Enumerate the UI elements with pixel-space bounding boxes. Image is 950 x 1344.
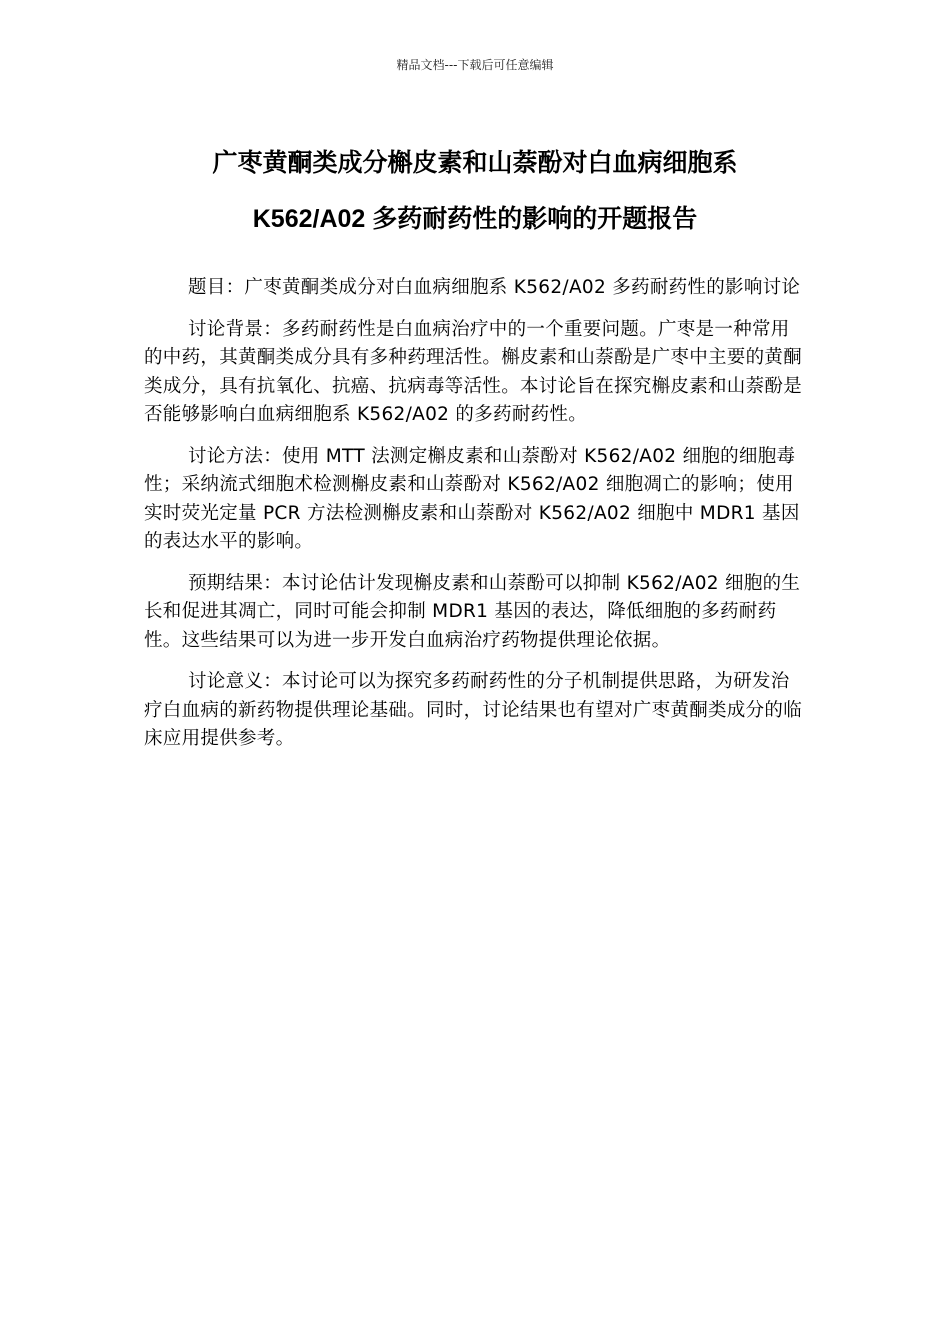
paragraph-methods: 讨论方法：使用 MTT 法测定槲皮素和山萘酚对 K562/A02 细胞的细胞毒性；采纳流式细胞术检测槲皮素和山萘酚对 K562/A02 细胞凋亡的影响；使用实时荧光定量 PCR 方法检测槲皮素和山萘酚对 K562/A02 细胞中 MDR1 基因的表达水平的影响。: [144, 445, 800, 552]
paragraph-expected-results: 预期结果：本讨论估计发现槲皮素和山萘酚可以抑制 K562/A02 细胞的生长和促进其凋亡，同时可能会抑制 MDR1 基因的表达，降低细胞的多药耐药性。这些结果可以为进一步开发白血病治疗药物提供理论依据。: [144, 572, 801, 651]
title-line-1: 广枣黄酮类成分槲皮素和山萘酚对白血病细胞系: [212, 149, 738, 177]
document-title: [95, 135, 855, 247]
paragraph-significance: 讨论意义：本讨论可以为探究多药耐药性的分子机制提供思路，为研发治疗白血病的新药物提供理论基础。同时，讨论结果也有望对广枣黄酮类成分的临床应用提供参考。: [144, 671, 803, 749]
document-body: [144, 274, 808, 767]
paragraph-background: 讨论背景：多药耐药性是白血病治疗中的一个重要问题。广枣是一种常用的中药，其黄酮类成分具有多种药理活性。槲皮素和山萘酚是广枣中主要的黄酮类成分，具有抗氧化、抗癌、抗病毒等活性。本讨论旨在探究槲皮素和山萘酚是否能够影响白血病细胞系 K562/A02 的多药耐药性。: [144, 318, 803, 425]
paragraph-topic: 题目：广枣黄酮类成分对白血病细胞系 K562/A02 多药耐药性的影响讨论: [188, 277, 801, 298]
header-note: 精品文档---下载后可任意编辑: [396, 58, 554, 72]
title-line-2: K562/A02 多药耐药性的影响的开题报告: [252, 205, 698, 233]
